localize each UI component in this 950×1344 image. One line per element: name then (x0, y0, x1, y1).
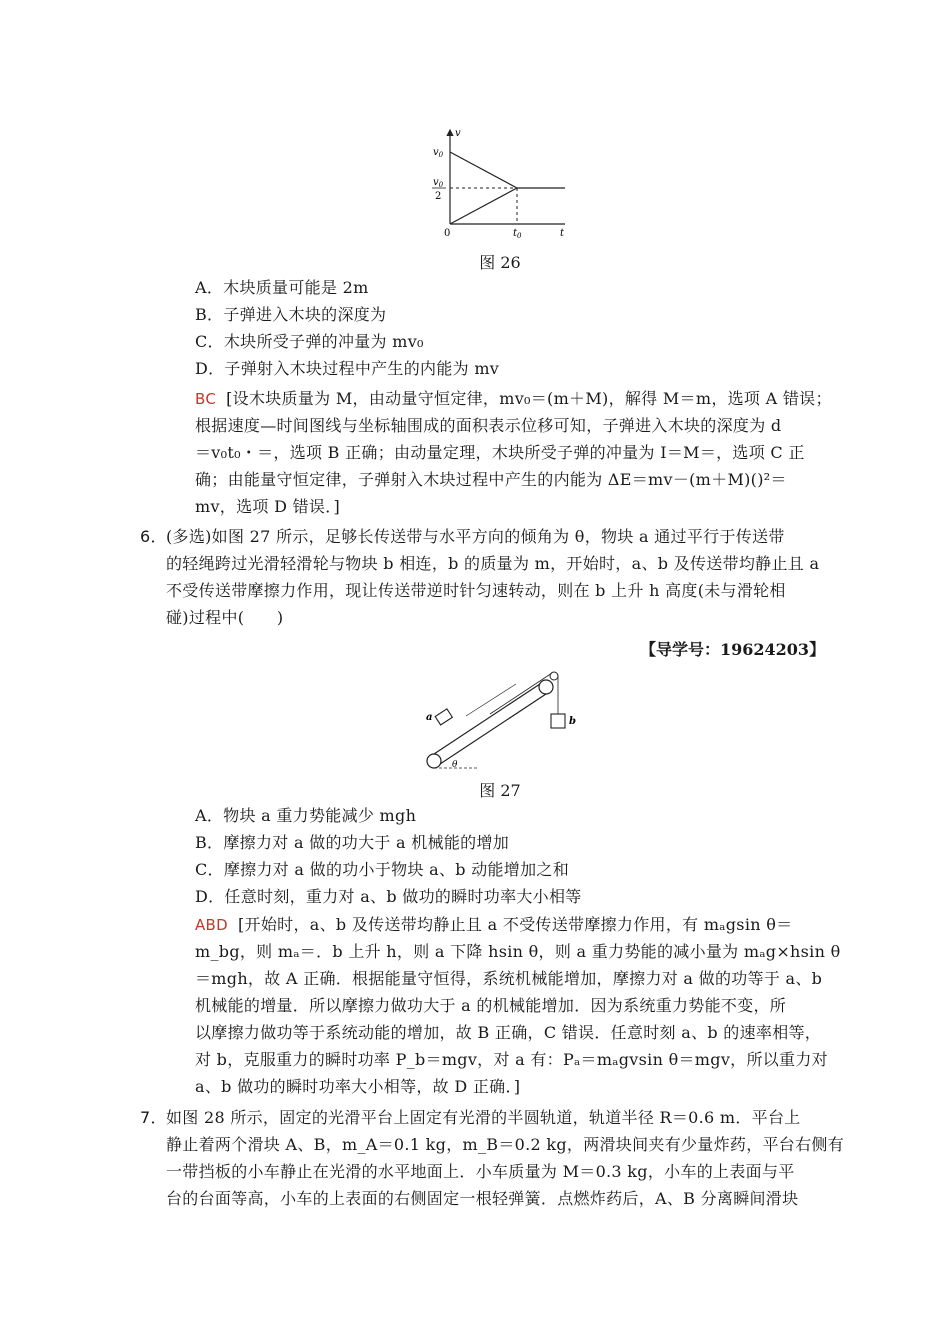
label-b: b (569, 716, 576, 727)
block-b (551, 714, 565, 728)
figure-26-vt-graph (420, 124, 580, 244)
q7-stem-line-3: 一带挡板的小车静止在光滑的水平地面上．小车质量为 M＝0.3 kg，小车的上表面与平 (166, 1162, 795, 1181)
q5-explanation-line-4: 确；由能量守恒定律，子弹射入木块过程中产生的内能为 ΔE＝mv－(m＋M)()²＝ (195, 470, 787, 489)
q6-option-b: B．摩擦力对 a 做的功大于 a 机械能的增加 (195, 833, 510, 852)
block-line (450, 188, 517, 224)
label-v0: $v_0$ (433, 147, 444, 159)
label-t0: $t_0$ (513, 228, 522, 240)
top-roller (539, 680, 553, 694)
q6-explanation-line-4: 机械能的增量．所以摩擦力做功大于 a 的机械能增加．因为系统重力势能不变，所 (195, 996, 787, 1015)
q5-answer: BC (195, 390, 217, 408)
q7-stem-line-4: 台的台面等高，小车的上表面的右侧固定一根轻弹簧．点燃炸药后，A、B 分离瞬间滑块 (166, 1189, 799, 1208)
axis-v-label: v (455, 128, 461, 139)
q6-option-c: C．摩擦力对 a 做的功小于物块 a、b 动能增加之和 (195, 860, 570, 879)
q5-explanation-line-2: 根据速度—时间图线与坐标轴围成的面积表示位移可知，子弹进入木块的深度为 d (195, 416, 782, 435)
q5-explanation-line-1: BC [设木块质量为 M，由动量守恒定律，mv₀＝(m＋M)，解得 M＝m，选项 A 错误； (195, 389, 832, 408)
q6-option-d: D．任意时刻，重力对 a、b 做功的瞬时功率大小相等 (195, 887, 582, 906)
q6-explanation-line-2: m_bg，则 mₐ＝．b 上升 h，则 a 下降 hsin θ，则 a 重力势能的减小量为 mₐg×hsin θ (195, 942, 841, 961)
block-a (435, 709, 452, 725)
q6-explanation-line-7: a、b 做功的瞬时功率大小相等，故 D 正确．] (195, 1077, 521, 1096)
label-theta: θ (452, 760, 458, 770)
figure-26-caption: 图 26 (479, 253, 521, 272)
label-half-v0-den: 2 (435, 191, 442, 202)
q6-explanation-line-5: 以摩擦力做功等于系统动能的增加，故 B 正确，C 错误．任意时刻 a、b 的速率相等， (195, 1023, 822, 1042)
q6-explanation-line-1: ABD [开始时，a、b 及传送带均静止且 a 不受传送带摩擦力作用，有 mₐgsin θ＝ (195, 915, 793, 934)
belt-bottom (434, 694, 546, 768)
q5-option-c: C．木块所受子弹的冲量为 mv₀ (195, 332, 424, 351)
q6-stem-line-3: 不受传送带摩擦力作用，现让传送带逆时针匀速转动，则在 b 上升 h 高度(未与滑轮相 (166, 581, 786, 600)
q5-option-b: B．子弹进入木块的深度为 (195, 305, 387, 324)
figure-27-caption: 图 27 (479, 781, 521, 800)
q5-explanation-line-5: mv，选项 D 错误．] (195, 497, 341, 516)
axis-t-label: t (560, 228, 565, 239)
label-origin: 0 (444, 228, 451, 239)
q5-explanation-line-3: ＝v₀t₀・＝，选项 B 正确；由动量定理，木块所受子弹的冲量为 I＝M＝，选项 C 正 (195, 443, 805, 462)
q6-explanation-line-3: ＝mgh，故 A 正确．根据能量守恒得，系统机械能增加，摩擦力对 a 做的功等于 a、b (195, 969, 823, 988)
q7-number: 7． (140, 1108, 167, 1127)
q6-stem-line-2: 的轻绳跨过光滑轻滑轮与物块 b 相连，b 的质量为 m，开始时，a、b 及传送带均静止且 a (166, 554, 820, 573)
q7-stem-line-1: 如图 28 所示，固定的光滑平台上固定有光滑的半圆轨道，轨道半径 R＝0.6 m．平台上 (166, 1108, 801, 1127)
q6-stem-line-4: 碰)过程中( ) (166, 608, 284, 627)
q6-option-a: A．物块 a 重力势能减少 mgh (195, 806, 417, 825)
belt-arrow (466, 684, 516, 716)
q6-stem-line-1: (多选)如图 27 所示，足够长传送带与水平方向的倾角为 θ，物块 a 通过平行于传送带 (166, 527, 785, 546)
q6-number: 6． (140, 527, 167, 546)
bottom-roller (427, 754, 441, 768)
q7-stem-line-2: 静止着两个滑块 A、B，m_A＝0.1 kg，m_B＝0.2 kg，两滑块间夹有少量炸药，平台右侧有 (166, 1135, 844, 1154)
q6-answer: ABD (195, 916, 229, 934)
q6-reference-number: 【导学号：19624203】 (640, 640, 826, 659)
label-half-v0-num: $v_0$ (433, 177, 444, 189)
q5-option-d: D．子弹射入木块过程中产生的内能为 mv (195, 359, 500, 378)
figure-27-conveyor (426, 664, 600, 774)
q6-explanation-line-6: 对 b，克服重力的瞬时功率 P_b＝mgv，对 a 有：Pₐ＝mₐgvsin θ＝mgv，所以重力对 (195, 1050, 828, 1069)
label-a: a (426, 712, 433, 723)
q5-option-a: A．木块质量可能是 2m (195, 278, 369, 297)
bullet-line (450, 152, 517, 188)
